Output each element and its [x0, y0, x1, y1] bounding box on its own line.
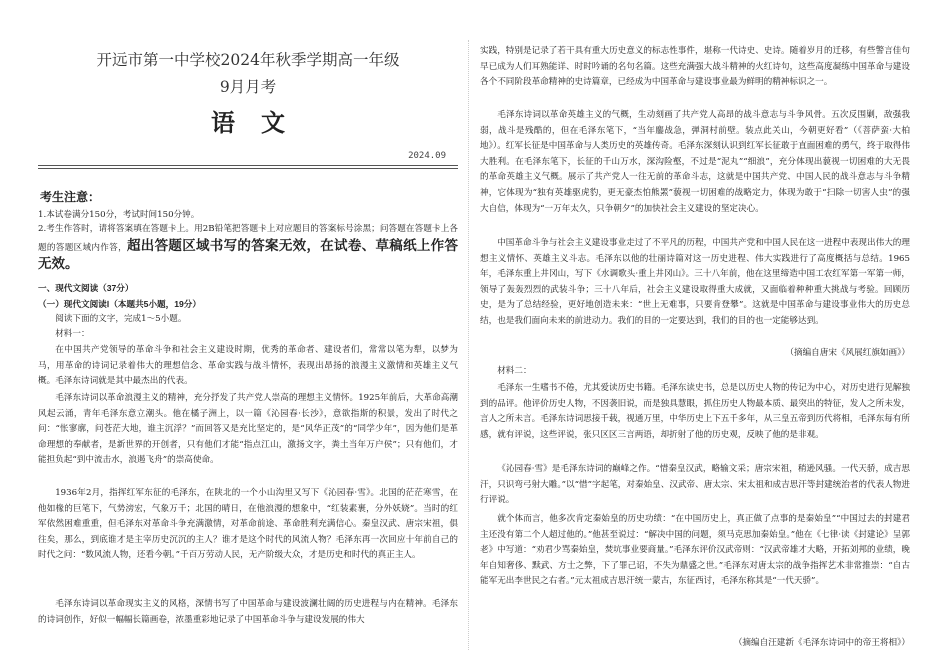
- material-2-label: 材料二：: [497, 366, 532, 376]
- source-text: （摘编自汪建新《毛泽东诗词中的帝王将相》）: [733, 638, 910, 648]
- passage-paragraph: 就个体而言，他多次肯定秦始皇的历史功绩：“在中国历史上，真正做了点事的是秦始皇”“中国过去的封建君主还没有第二个人超过他的。”他甚至说过：“解决中国的问题，须马克思加秦始皇。”他在《七律·读《封建论》呈郭老》中写道：“劝君少骂秦始皇，焚坑事业要商量。”毛泽东评价汉武帝则：“汉武帝雄才大略，开拓刘邦的业绩，晚年自知奢侈、黩武、方士之弊，下了罪己诏，不失为鼎盛之世。”毛泽东对唐太宗的战争指挥艺术非常推崇：“自古能军无出李世民之右者。”元太祖成吉思汗统一蒙古，东征西讨，毛泽东称其是“一代天骄”。: [480, 514, 910, 587]
- notice-item-1: 1.本试卷满分150分，考试时间150分钟。: [38, 210, 200, 220]
- section-heading: 一、现代文阅读（37分）: [38, 283, 134, 293]
- column-divider: [468, 40, 469, 650]
- exam-date: 2024.09: [408, 151, 446, 161]
- passage-paragraph: 毛泽东诗词以革命英雄主义的气概，生动刻画了共产党人高昂的战斗意志与斗争风骨。五次反围剿，敌强我弱，战斗是残酷的，但在毛泽东笔下，“当年鏖战急，弹洞村前壁。装点此关山，今朝更好看”（《菩萨蛮·大柏地》）。红军长征是中国革命与人类历史的英雄传奇。毛泽东深刻认识到红军长征敢于直面困难的勇气，终于取得伟大胜利。在毛泽东笔下，长征的千山万水，深沟险壑，不过是“泥丸”“细浪”，充分体现出藐视一切困难的大无畏的革命英雄主义气概。展示了共产党人一往无前的革命斗志，这就是中国共产党、中国人民的战斗意志与斗争精神，它体现为“独有英雄驱虎豹，更无豪杰怕熊罴”藐视一切困难的战略定力，体现为敢于“扫除一切害人虫”的强大自信，体现为“一万年太久，只争朝夕”的加快社会主义建设的坚定决心。: [480, 110, 910, 214]
- passage-paragraph: 毛泽东诗词以革命现实主义的风格，深情书写了中国革命与建设波澜壮阔的历史进程与内在精神。毛泽东的诗词创作，好似一幅幅长篇画卷，浓墨重彩地记录了中国革命斗争与建设发展的伟大: [38, 599, 458, 625]
- subsection-heading: （一）现代文阅读Ⅰ（本题共5小题，19分）: [38, 299, 201, 309]
- passage-paragraph: 在中国共产党领导的革命斗争和社会主义建设时期，优秀的革命者、建设者们，常常以笔为犁，以梦为马，用革命的诗词记录着伟大的理想信念、革命实践与战斗情怀，表现出昂扬的浪漫主义激情和英雄主义气概。毛泽东诗词就是其中最杰出的代表。: [38, 345, 458, 387]
- passage-paragraph: 1936年2月，指挥红军东征的毛泽东，在陕北的一个小山沟里又写下《沁园春·雪》。北国的茫茫寒雪，在他如椽的巨笔下，气势滂宏，气象万千；北国的晴日，在他浪漫的想象中，“红装素裹，分外妖娆”。当时的红军依然困难重重，但毛泽东对革命斗争充满激情，对革命前途、革命胜利充满信心。秦皇汉武、唐宗宋祖，俱往矣，那么，到底谁才是主宰历史沉沉的主人？谁才是这个时代的风流人物？毛泽东再一次回应十年前自己的时代之问：“数风流人物，还看今朝。”千百万劳动人民，无产阶级大众，才是历史和时代的真正主人。: [38, 488, 458, 561]
- school-title: 开远市第一中学校2024年秋季学期高一年级: [96, 51, 400, 69]
- source-citation-1: [480, 346, 910, 361]
- material-1-label: 材料一：: [55, 329, 90, 339]
- exam-month: 9月月考: [219, 78, 277, 96]
- header-rule-bottom: [38, 168, 458, 169]
- notice-item-2-emphasis: 超出答题区域书写的答案无效，在试卷、草稿纸上作答无效。: [38, 237, 458, 272]
- instruction: 阅读下面的文字，完成1～5小题。: [55, 314, 187, 324]
- passage-paragraph: 中国革命斗争与社会主义建设事业走过了不平凡的历程，中国共产党和中国人民在这一进程中表现出伟大的理想主义情怀、英雄主义斗志。毛泽东以他的壮丽诗篇对这一历史进程、伟大实践进行了高度概括与总结。1965年，毛泽东重上井冈山，写下《水调歌头·重上井冈山》。三十八年前，他在这里缔造中国工农红军第一军第一师，领导了轰轰烈烈的武装斗争；三十八年后，社会主义建设取得重大成就，又面临着种种重大挑战与考验。回顾历史，是为了总结经验，更好地创造未来：“世上无难事，只要肯登攀”。这就是中国革命与建设事业伟大的历史总结，也是我们面向未来的前进动力。我们的目的一定要达到，我们的目的也一定能够达到。: [480, 238, 910, 326]
- passage-paragraph: 毛泽东一生嗜书不倦，尤其爱读历史书籍。毛泽东读史书，总是以历史人物的传记为中心，对历史进行见解独到的品评。他评价历史人物，不因袭旧说，而是独具慧眼，抓住历史人物最本质、最突出的特征，发人之所未发，言人之所未言。毛泽东诗词思接千载，视通万里，中华历史上下五千多年，从三皇五帝到历代将相，毛泽东每有所感，就有评说，这些评说，张只区区三言两语，却折射了他的历史观，反映了他的是非观。: [480, 383, 910, 440]
- notice-heading: 考生注意：: [40, 190, 101, 204]
- passage-paragraph: 毛泽东诗词以革命浪漫主义的精神，充分抒发了共产党人崇高的理想主义情怀。1925年前后，大革命高潮风起云涌，青年毛泽东意立潮头。他在橘子洲上，以一篇《沁园春·长沙》，意欲指斯的积景，发出了时代之问：“怅寥廓，问苍茫大地，谁主沉浮？”而回答又是充比坚定的，是“风华正茂”的“同学少年”，因为他们是革命理想的奉献者，是新世界的开创者，只有他们才能“指点江山，激扬文字，粪土当年万户侯”；只有他们，才能担负起“到中流击水，浪遏飞舟”的崇高使命。: [38, 393, 458, 466]
- header-rule-top: [38, 165, 458, 166]
- subject-title: 语文: [211, 108, 311, 137]
- passage-paragraph: 实践，特别是记录了若干具有重大历史意义的标志性事件，堪称一代诗史、史诗。随着岁月的迁移，有些警言佳句早已成为人们耳熟能详、时时吟诵的名句名篇。这些充满强大战斗精神的火红诗句，这些高度凝练中国革命与建设各个不同阶段革命精神的史诗篇章，已经成为中国革命与建设事业最为鲜明的精神标识之一。: [480, 46, 910, 88]
- source-citation-2: [480, 636, 910, 651]
- passage-paragraph: 《沁园春·雪》是毛泽东诗词的巅峰之作。“惜秦皇汉武，略输文采；唐宗宋祖，稍逊风骚。一代天骄，成吉思汗，只识弯弓射大雕。”以“惜”字起笔，对秦始皇、汉武帝、唐太宗、宋太祖和成吉思汗等封建统治者的代表人物进行评说。: [480, 464, 910, 506]
- notice-item-2-text: 2.考生作答时，请将答案填在答题卡上。用2B铅笔把答题卡上对应题目的答案标号涂黑；问答题在答题卡上各题的答题区域内作答，: [38, 224, 458, 253]
- source-text: （摘编自唐宋《风展红旗如画》）: [785, 348, 910, 358]
- notice-item-2: [38, 222, 458, 275]
